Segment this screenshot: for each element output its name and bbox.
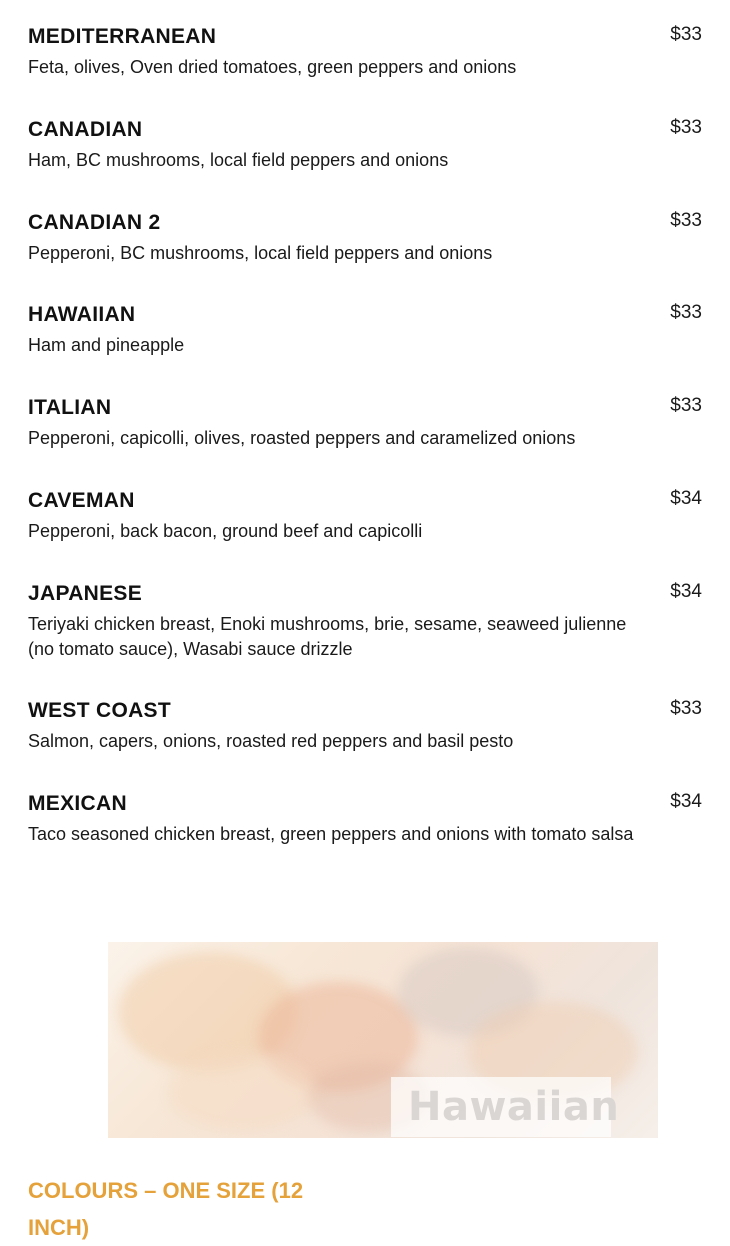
menu-item-canadian <box>28 117 704 210</box>
menu-item-description: Pepperoni, back bacon, ground beef and capicolli <box>28 521 423 541</box>
menu-item-name: HAWAIIAN <box>28 303 136 326</box>
menu-item-hawaiian <box>28 302 704 395</box>
menu-item-west-coast <box>28 698 704 791</box>
menu-item-price: $34 <box>670 488 702 509</box>
menu-item-price: $34 <box>670 791 702 812</box>
menu-item-description: Salmon, capers, onions, roasted red peppers and basil pesto <box>28 731 514 751</box>
menu-item-canadian-2 <box>28 210 704 302</box>
menu-item-name: CANADIAN <box>28 118 143 141</box>
menu-item-mediterranean <box>28 24 704 117</box>
menu-item-name: MEDITERRANEAN <box>28 25 217 48</box>
menu-item-description: Feta, olives, Oven dried tomatoes, green peppers and onions <box>28 57 517 77</box>
menu-list <box>28 24 704 871</box>
menu-item-japanese <box>28 581 704 698</box>
image-caption: Hawaiian <box>408 1084 620 1130</box>
menu-item-italian <box>28 395 704 488</box>
menu-item-price: $33 <box>670 210 702 231</box>
menu-item-caveman <box>28 488 704 581</box>
menu-item-price: $33 <box>670 698 702 719</box>
menu-item-name: JAPANESE <box>28 582 143 605</box>
menu-item-price: $34 <box>670 581 702 602</box>
menu-item-description: Ham, BC mushrooms, local field peppers and onions <box>28 150 449 170</box>
menu-item-description: Taco seasoned chicken breast, green peppers and onions with tomato salsa <box>28 824 634 844</box>
pizza-hero-image <box>108 942 658 1138</box>
menu-item-name: CANADIAN 2 <box>28 211 161 234</box>
menu-item-price: $33 <box>670 395 702 416</box>
menu-item-price: $33 <box>670 117 702 138</box>
menu-item-price: $33 <box>670 302 702 323</box>
menu-item-description: Pepperoni, capicolli, olives, roasted peppers and caramelized onions <box>28 428 576 448</box>
menu-item-name: CAVEMAN <box>28 489 135 512</box>
menu-item-description: Ham and pineapple <box>28 335 185 355</box>
menu-item-price: $33 <box>670 24 702 45</box>
menu-item-description: Pepperoni, BC mushrooms, local field peppers and onions <box>28 243 493 263</box>
menu-item-mexican <box>28 791 704 871</box>
menu-item-description: Teriyaki chicken breast, Enoki mushrooms, brie, sesame, seaweed julienne (no tomato sauce), Wasabi sauce drizzle <box>28 614 627 659</box>
menu-item-name: MEXICAN <box>28 792 127 815</box>
menu-item-name: ITALIAN <box>28 396 112 419</box>
section-heading: COLOURS – ONE SIZE (12 INCH) <box>28 1178 304 1240</box>
menu-item-name: WEST COAST <box>28 699 171 722</box>
